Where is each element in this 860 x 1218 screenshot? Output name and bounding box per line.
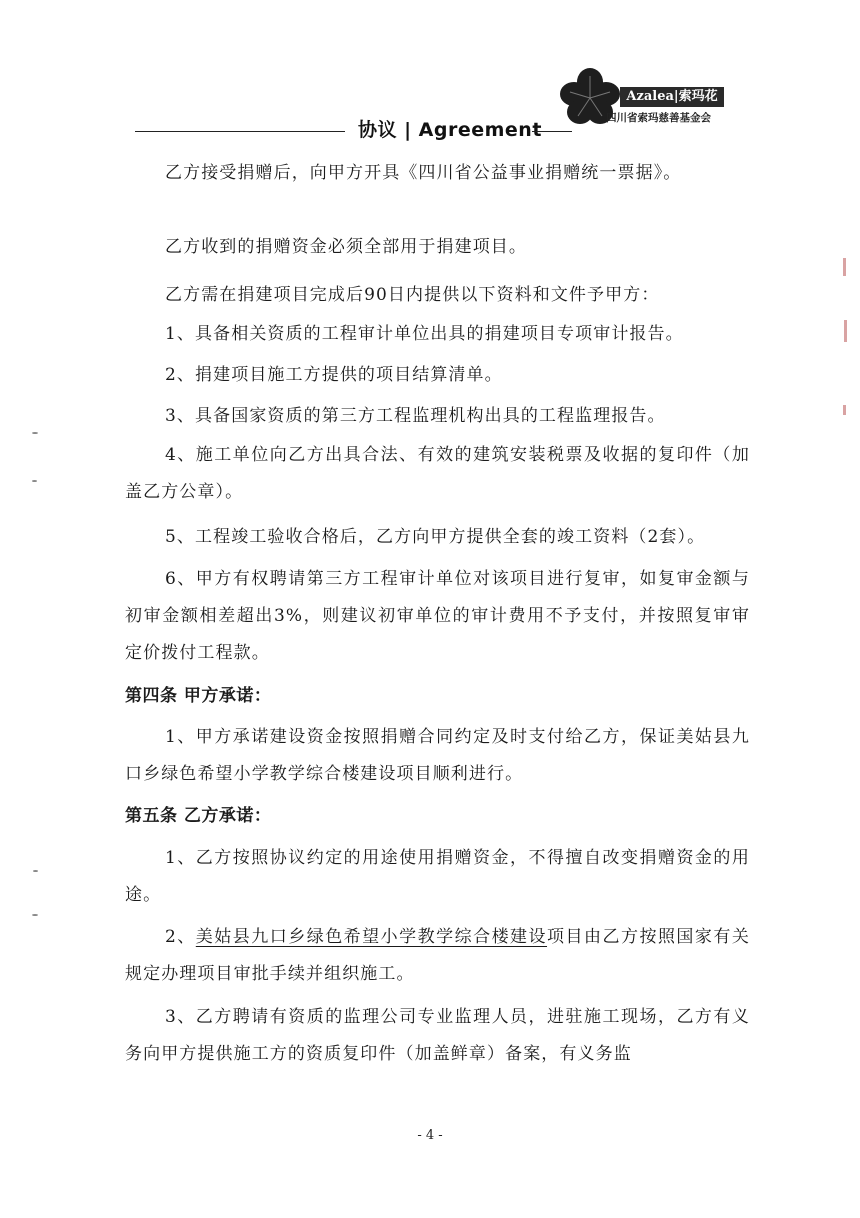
- paragraph-party-b-commitment-2: [125, 919, 750, 993]
- section-heading-article-4: 第四条 甲方承诺：: [125, 686, 272, 706]
- paragraph-party-b-commitment-1: 1、乙方按照协议约定的用途使用捐赠资金，不得擅自改变捐赠资金的用途。: [125, 848, 750, 905]
- paragraph-party-b-commitment-3: 3、乙方聘请有资质的监理公司专业监理人员，进驻施工现场，乙方有义务向甲方提供施工方的资质复印件（加盖鲜章）备案，有义务监: [125, 1007, 750, 1064]
- logo-subtitle: 四川省索玛慈善基金会: [606, 112, 711, 124]
- scan-speck: [32, 914, 38, 916]
- scan-red-mark: [843, 258, 846, 276]
- paragraph-party-a-commitment: 1、甲方承诺建设资金按照捐赠合同约定及时支付给乙方，保证美姑县九口乡绿色希望小学教学综合楼建设项目顺利进行。: [125, 727, 750, 784]
- list-item-supervision-report: 3、具备国家资质的第三方工程监理机构出具的工程监理报告。: [165, 406, 666, 426]
- scan-speck: [33, 870, 38, 872]
- scan-speck: [32, 432, 38, 434]
- list-item-tax-receipts: 4、施工单位向乙方出具合法、有效的建筑安装税票及收据的复印件（加盖乙方公章）。: [125, 445, 750, 502]
- project-name-underlined: 美姑县九口乡绿色希望小学教学综合楼建设: [195, 927, 548, 947]
- item-number: 2、: [165, 927, 196, 947]
- list-item-audit-report: 1、具备相关资质的工程审计单位出具的捐建项目专项审计报告。: [165, 324, 684, 344]
- paragraph-documents-intro: 乙方需在捐建项目完成后90日内提供以下资料和文件予甲方：: [165, 285, 660, 305]
- page-number: - 4 -: [417, 1128, 443, 1143]
- paragraph-receipt: 乙方接受捐赠后，向甲方开具《四川省公益事业捐赠统一票据》。: [165, 163, 682, 183]
- paragraph-funds-usage: 乙方收到的捐赠资金必须全部用于捐建项目。: [165, 237, 527, 257]
- list-item-completion-docs: 5、工程竣工验收合格后，乙方向甲方提供全套的竣工资料（2套）。: [165, 527, 706, 547]
- list-item-reaudit: 6、甲方有权聘请第三方工程审计单位对该项目进行复审，如复审金额与初审金额相差超出3%，则建议初审单位的审计费用不予支付，并按照复审审定价拨付工程款。: [125, 569, 750, 663]
- foundation-logo: [550, 62, 725, 132]
- scan-red-mark: [844, 320, 847, 342]
- header-title: 协议 | Agreement: [358, 119, 542, 141]
- list-item-settlement: 2、捐建项目施工方提供的项目结算清单。: [165, 365, 503, 385]
- scan-speck: [32, 480, 37, 482]
- paragraph-rest: 项目由乙方按照国家有关规定办理项目审批手续并组织施工。: [125, 927, 750, 984]
- scan-red-mark: [843, 405, 846, 415]
- header-rule-left: [135, 131, 345, 132]
- logo-brand-text: Azalea|索玛花: [620, 87, 724, 107]
- section-heading-article-5: 第五条 乙方承诺：: [125, 806, 272, 826]
